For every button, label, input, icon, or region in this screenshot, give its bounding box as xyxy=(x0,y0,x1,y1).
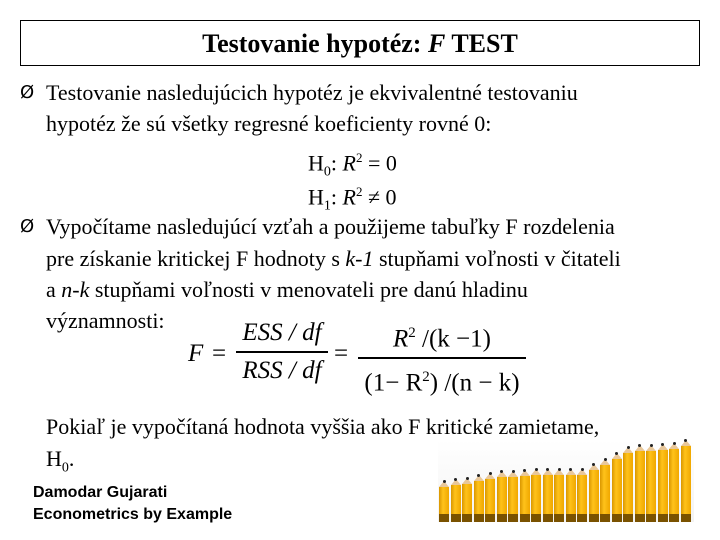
conclusion-line-2: $H_0$. xyxy=(46,446,75,476)
pencil-icon xyxy=(577,475,587,522)
pencil-icon xyxy=(646,451,656,522)
pencil-icon xyxy=(451,485,461,522)
author-name: Damodar Gujarati xyxy=(33,484,168,501)
pencil-icon xyxy=(462,484,472,522)
pencil-icon xyxy=(474,481,484,522)
pencil-icon xyxy=(439,487,449,522)
fraction-r-squared: $R^2$ /(k −1) $(1- R^2)$ /(n − k) xyxy=(358,318,526,398)
bullet-1-line-1: Testovanie nasledujúcich hypotéz je ekvivalentné testovaniu xyxy=(46,80,578,105)
bullet-2-line-2: pre získanie kritickej F hodnoty s k-1 stupňami voľnosti v čitateli xyxy=(46,246,621,271)
bullet-2-line-1: Vypočítame nasledujúcí vzťah a použijeme tabuľky F rozdelenia xyxy=(46,214,615,239)
conclusion-line-1: Pokiaľ je vypočítaná hodnota vyššia ako F kritické zamietame, xyxy=(46,414,600,439)
pencil-icon xyxy=(612,459,622,522)
bullet-2-line-3: a n-k stupňami voľnosti v menovateli pre danú hladinu xyxy=(46,277,528,302)
pencil-icon xyxy=(531,475,541,522)
fraction-ess-rss: ESS / df RSS / df xyxy=(236,318,328,386)
pencil-icon xyxy=(485,479,495,522)
pencil-icon xyxy=(554,475,564,522)
bullet-2-line-4: významnosti: xyxy=(46,308,165,333)
hypothesis-h1: $H_1$: $R^2 \ne 0$ xyxy=(308,184,397,214)
pencil-icon xyxy=(520,476,530,522)
pencils-image xyxy=(438,440,694,522)
pencil-icon xyxy=(508,477,518,522)
book-title: Econometrics by Example xyxy=(33,506,233,523)
pencil-icon xyxy=(635,451,645,522)
pencil-icon xyxy=(566,475,576,522)
pencil-icon xyxy=(623,453,633,522)
pencil-icon xyxy=(658,450,668,522)
slide-title: Testovanie hypotéz: F TEST xyxy=(20,20,700,66)
bullet-arrow-icon: Ø xyxy=(20,216,35,237)
pencil-icon xyxy=(497,477,507,522)
pencil-icon xyxy=(543,475,553,522)
pencil-icon xyxy=(589,470,599,522)
bullet-1-line-2: hypotéz že sú všetky regresné koeficienty rovné 0: xyxy=(46,111,492,136)
pencil-icon xyxy=(669,449,679,522)
pencil-icon xyxy=(600,465,610,522)
pencil-icon xyxy=(681,446,691,522)
hypothesis-h0: $H_0$: $R^2 = 0$ xyxy=(308,150,397,180)
bullet-arrow-icon: Ø xyxy=(20,82,35,103)
